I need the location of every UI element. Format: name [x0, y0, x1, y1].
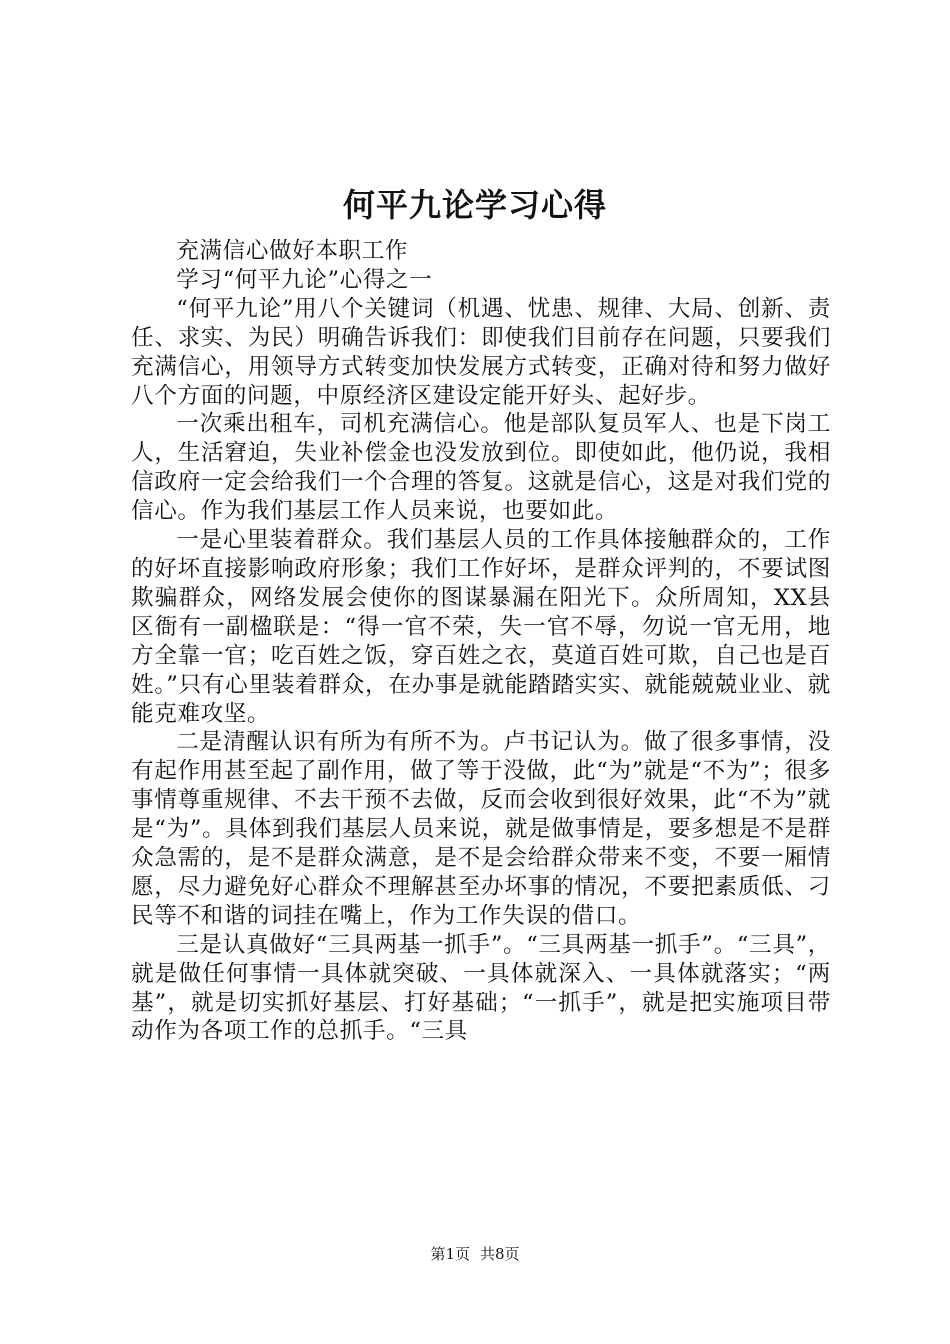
- page-number: 第1页: [430, 1245, 470, 1263]
- page-total: 共8页: [480, 1245, 520, 1263]
- subtitle-line: 学习“何平九论”心得之一: [176, 266, 433, 293]
- body-paragraph: 三是认真做好“三具两基一抓手”。“三具两基一抓手”。“三具”，就是做任何事情一具体就突破、一具体就深入、一具体就落实；“两基”，就是切实抓好基层、打好基础；“一抓手”，就是把实施项目带动作为各项工作的总抓手。“三具: [131, 931, 831, 1045]
- body-paragraph: 二是清醒认识有所为有所不为。卢书记认为。做了很多事情，没有起作用甚至起了副作用，做了等于没做，此“为”就是“不为”；很多事情尊重规律、不去干预不去做，反而会收到很好效果，此“不为”就是“为”。具体到我们基层人员来说，就是做事情是，要多想是不是群众急需的，是不是群众满意，是不是会给群众带来不变，不要一厢情愿，尽力避免好心群众不理解甚至办坏事的情况，不要把素质低、刁民等不和谐的词挂在嘴上，作为工作失误的借口。: [131, 729, 831, 929]
- subtitle-line: 充满信心做好本职工作: [176, 238, 409, 264]
- body-paragraph: 一是心里装着群众。我们基层人员的工作具体接触群众的，工作的好坏直接影响政府形象；我们工作好坏，是群众评判的，不要试图欺骗群众，网络发展会使你的图谋暴漏在阳光下。众所周知，XX县区衙有一副楹联是：“得一官不荣，失一官不辱，勿说一官无用，地方全靠一官；吃百姓之饭，穿百姓之衣，莫道百姓可欺，自己也是百姓。”只有心里装着群众，在办事是就能踏踏实实、就能兢兢业业、就能克难攻坚。: [131, 527, 831, 727]
- body-paragraph: “何平九论”用八个关键词（机遇、忧患、规律、大局、创新、责任、求实、为民）明确告诉我们：即使我们目前存在问题，只要我们充满信心，用领导方式转变加快发展方式转变，正确对待和努力做好八个方面的问题，中原经济区建设定能开好头、起好步。: [131, 295, 831, 409]
- document-body: [131, 237, 831, 1046]
- page-footer: [0, 1244, 950, 1264]
- document-title: 何平九论学习心得: [342, 186, 607, 224]
- body-paragraph: 一次乘出租车，司机充满信心。他是部队复员军人、也是下岗工人，生活窘迫，失业补偿金也没发放到位。即使如此，他仍说，我相信政府一定会给我们一个合理的答复。这就是信心，这是对我们党的信心。作为我们基层工作人员来说，也要如此。: [131, 411, 831, 525]
